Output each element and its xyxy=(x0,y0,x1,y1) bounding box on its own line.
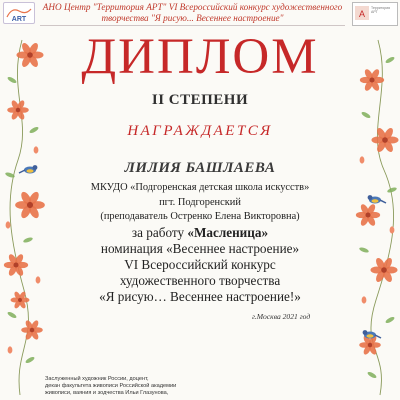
lily-petal xyxy=(365,203,376,216)
work-title: «Масленица» xyxy=(187,224,269,240)
lily-petal xyxy=(19,204,33,220)
lily-center xyxy=(368,343,372,347)
lily-petal xyxy=(30,329,40,341)
flower-bud xyxy=(36,276,41,283)
lily-center xyxy=(381,267,387,273)
lily-petal xyxy=(4,262,16,268)
bird-head xyxy=(363,330,368,335)
teacher-line: (преподаватель Остренко Елена Викторовна) xyxy=(100,211,300,222)
flower-bud xyxy=(8,346,13,353)
school-line: МКУДО «Подгоренская детская школа искусств» xyxy=(90,182,310,193)
art-logo-right xyxy=(352,2,398,26)
lily-petal xyxy=(381,269,394,284)
lily-petal xyxy=(13,299,22,309)
lily-petal xyxy=(7,264,18,277)
lily-petal xyxy=(381,257,394,272)
lily-petal xyxy=(362,344,372,356)
lily-petal xyxy=(24,319,34,331)
lily-center xyxy=(18,298,22,302)
leaf xyxy=(23,236,34,243)
lily-petal xyxy=(7,253,18,266)
leaf xyxy=(385,316,396,324)
lily-petal xyxy=(368,344,378,356)
lily-petal xyxy=(11,298,20,303)
place-date: г.Москва 2021 год xyxy=(252,312,311,321)
nomination-line: номинация «Весеннее настроение» xyxy=(100,240,300,256)
bird-body xyxy=(369,197,381,204)
logo-left-text: ART xyxy=(11,16,27,23)
lily-petal xyxy=(359,203,370,216)
lily-petal xyxy=(368,334,378,346)
diploma-degree: II СТЕПЕНИ xyxy=(151,92,249,108)
leaf xyxy=(387,186,398,193)
flower-bud xyxy=(6,221,11,228)
contest-line-2: художественного творчества xyxy=(119,272,281,288)
contest-line-3: «Я рисую… Весеннее настроение!» xyxy=(99,288,301,304)
bird-belly xyxy=(367,334,374,338)
bird-belly xyxy=(372,199,379,203)
bird-tail xyxy=(375,335,381,338)
leaf xyxy=(361,111,372,119)
bird-body xyxy=(364,332,376,339)
contest-line-1: VI Всероссийский конкурс xyxy=(124,256,276,272)
leaf xyxy=(25,356,36,364)
art-logo-icon xyxy=(4,3,34,23)
lily-petal xyxy=(374,269,387,284)
bird-head xyxy=(368,195,373,200)
bird-tail xyxy=(380,200,386,203)
lily-petal xyxy=(370,342,380,348)
flower-bud xyxy=(362,296,367,303)
header-divider xyxy=(40,25,345,26)
lily-center xyxy=(27,202,33,208)
leaf xyxy=(367,371,378,379)
flower-bud xyxy=(390,226,395,233)
lily-petal xyxy=(356,212,368,218)
lily-petal xyxy=(385,267,398,274)
lily-petal xyxy=(13,264,24,277)
lily-petal xyxy=(18,291,27,301)
logo-right-text: Территория АРТ xyxy=(371,6,391,14)
lily-petal xyxy=(15,201,29,209)
lily-petal xyxy=(359,214,370,227)
lily-petal xyxy=(27,190,41,206)
leaf xyxy=(359,246,370,253)
flower-bud xyxy=(34,146,39,153)
lily-petal xyxy=(365,214,376,227)
lily-petal xyxy=(27,204,41,220)
recipient-name: ЛИЛИЯ БАШЛАЕВА xyxy=(124,160,276,176)
footer-line-1: Заслуженный художник России, доцент, xyxy=(45,376,149,382)
lily-petal xyxy=(30,319,40,331)
signatory-credentials xyxy=(45,376,195,397)
lily-petal xyxy=(13,253,24,266)
lily-petal xyxy=(382,139,395,154)
lily-petal xyxy=(21,327,31,333)
footer-line-3: живописи, ваяния и зодчества Ильи Глазунова, xyxy=(45,390,169,396)
diploma-body xyxy=(50,181,350,305)
lily-petal xyxy=(16,262,28,268)
lily-petal xyxy=(18,299,27,309)
lily-petal xyxy=(375,139,388,154)
lily-petal xyxy=(362,334,372,346)
lily-petal xyxy=(368,212,380,218)
header-caption: АНО Центр "Территория АРТ" VI Всероссийский конкурс художественного творчества "Я рисую... Весеннее настроение" xyxy=(42,2,343,23)
town-line: пгт. Подгоренский xyxy=(159,196,241,208)
work-prefix: за работу xyxy=(131,224,188,240)
lily-center xyxy=(30,328,34,332)
lily-center xyxy=(13,262,18,267)
lily-petal xyxy=(359,342,369,348)
lily-center xyxy=(365,212,370,217)
lily-petal xyxy=(19,190,33,206)
lily-petal xyxy=(32,327,42,333)
lily-petal xyxy=(10,109,20,121)
footer-line-2: декан факультета живописи Российской академии xyxy=(45,383,177,389)
lily-petal xyxy=(31,201,45,209)
art-logo-left xyxy=(3,2,35,24)
diploma-title: ДИПЛОМ xyxy=(81,29,319,85)
lily-petal xyxy=(371,267,384,274)
lily-petal xyxy=(24,329,34,341)
lily-petal xyxy=(13,291,22,301)
work-line xyxy=(50,225,350,241)
leaf xyxy=(7,311,18,319)
lily-petal xyxy=(374,257,387,272)
lily-petal xyxy=(16,109,26,121)
lily-petal xyxy=(20,298,29,303)
awarded-label: НАГРАЖДАЕТСЯ xyxy=(127,123,273,139)
svg-text:A: A xyxy=(358,9,366,19)
